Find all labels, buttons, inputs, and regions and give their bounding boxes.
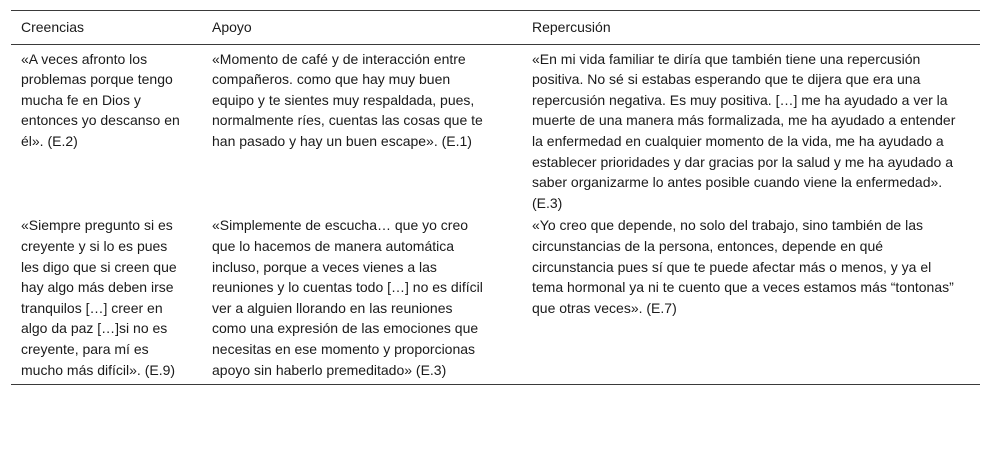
column-header-creencias: Creencias <box>11 11 202 44</box>
cell-creencias: «A veces afronto los problemas porque tengo mucha fe en Dios y entonces yo descanso en él». (E.2) <box>21 50 180 149</box>
table-body <box>11 44 980 384</box>
column-header-repercusion: Repercusión <box>522 11 980 44</box>
column-header-apoyo: Apoyo <box>202 11 522 44</box>
table-row <box>11 213 980 384</box>
table-row <box>11 44 980 213</box>
quotes-table <box>11 11 980 384</box>
header-row <box>11 11 980 44</box>
cell-repercusion: «Yo creo que depende, no solo del trabajo, sino también de las circunstancias de la persona, entonces, depende en qué circunstancia pues sí que te puede afectar más o menos, y ya el tema hormonal ya ni te cuento que a veces estamos más “tontonas” que otras veces». (E.7) <box>532 217 954 316</box>
table-header <box>11 11 980 44</box>
cell-apoyo: «Momento de café y de interacción entre compañeros. como que hay muy buen equipo y te sientes muy respaldada, pues, normalmente ríes, cuentas las cosas que te han pasado y hay un buen escape». (E.1) <box>212 50 483 149</box>
cell-apoyo: «Simplemente de escucha… que yo creo que lo hacemos de manera automática incluso, porque a veces vienes a las reuniones y lo cuentas todo […] no es difícil ver a alguien llorando en las reuniones como una expresión de las emociones que necesitas en ese momento y proporcionas apoyo sin haberlo premeditado» (E.3) <box>212 217 483 378</box>
quotes-table-container <box>11 10 980 385</box>
cell-repercusion: «En mi vida familiar te diría que también tiene una repercusión positiva. No sé si estabas esperando que te dijera que era una repercusión negativa. Es muy positiva. […] me ha ayudado a ver la muerte de una manera más formalizada, me ha ayudado a entender la enfermedad en cualquier momento de la vida, me ha ayudado a establecer prioridades y dar gracias por la salud y me ha ayudado a saber organizarme lo antes posible cuando viene la enfermedad». (E.3) <box>532 50 956 211</box>
cell-creencias: «Siempre pregunto si es creyente y si lo es pues les digo que si creen que hay algo más deben irse tranquilos […] creer en algo da paz […]si no es creyente, para mí es mucho más difícil». (E.9) <box>21 217 177 378</box>
